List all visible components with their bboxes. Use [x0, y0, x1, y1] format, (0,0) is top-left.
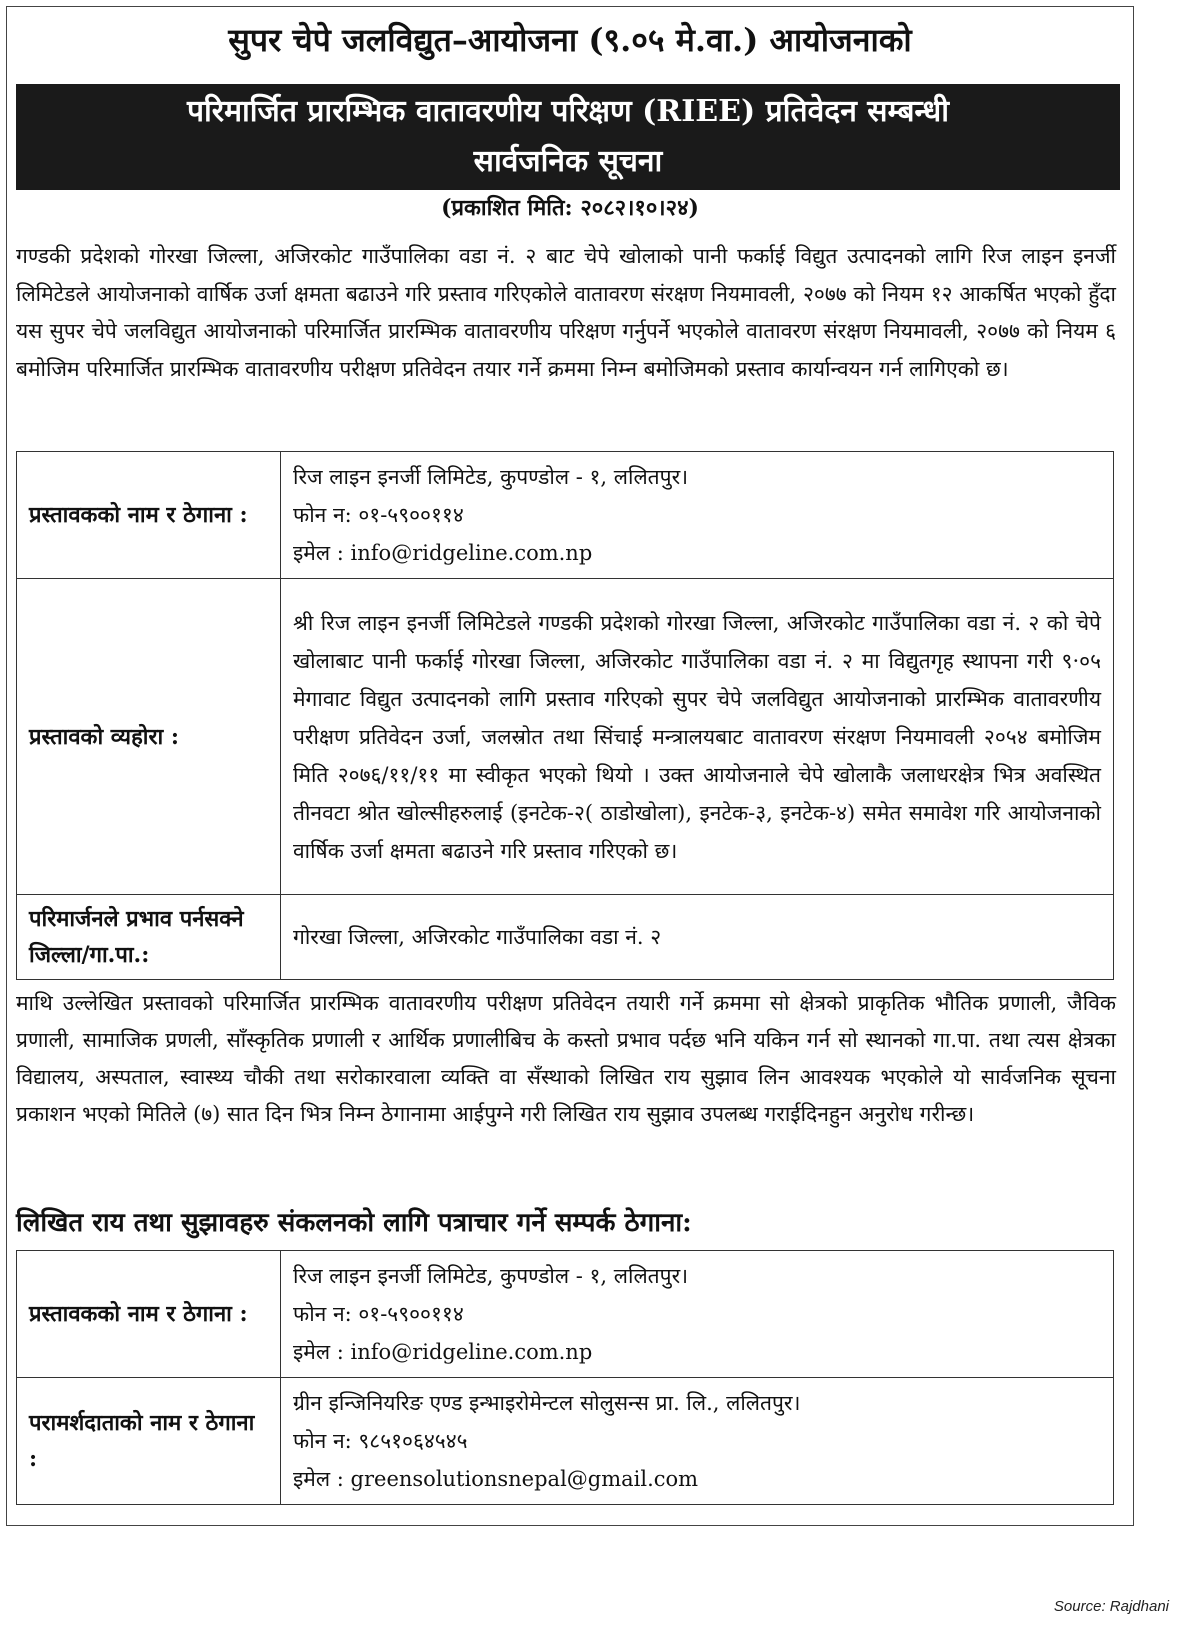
row-label: परामर्शदाताको नाम र ठेगाना :	[17, 1378, 281, 1505]
source-credit: Source: Rajdhani	[1053, 1598, 1169, 1615]
table-row	[17, 895, 1114, 980]
contact-table	[16, 1250, 1114, 1505]
notice-title: सुपर चेपे जलविद्युत–आयोजना (९.०५ मे.वा.) आयोजनाको	[228, 21, 912, 59]
table-row	[17, 452, 1114, 579]
intro-paragraph: गण्डकी प्रदेशको गोरखा जिल्ला, अजिरकोट गाउँपालिका वडा नं. २ बाट चेपे खोलाको पानी फर्काई विद्युत उत्पादनको लागि रिज लाइन इनर्जी लिमिटेडले आयोजनाको वार्षिक उर्जा क्षमता बढाउने गरि प्रस्ताव गरिएकोले वातावरण संरक्षण नियमावली, २०७७ को नियम १२ आकर्षित भएको हुँदा यस सुपर चेपे जलविद्युत आयोजनाको परिमार्जित प्रारम्भिक वातावरणीय परिक्षण गर्नुपर्ने भएकोले वातावरण संरक्षण नियमावली, २०७७ को नियम ६ बमोजिम परिमार्जित प्रारम्भिक वातावरणीय परीक्षण प्रतिवेदन तयार गर्ने क्रममा निम्न बमोजिमको प्रस्ताव कार्यान्वयन गर्न लागिएको छ।	[16, 244, 1116, 381]
table-row	[17, 579, 1114, 895]
published-date: (प्रकाशित मिति: २०८२।१०।२४)	[441, 195, 699, 221]
proponent-email: इमेल : info@ridgeline.com.np	[293, 1340, 593, 1364]
proponent-address: रिज लाइन इनर्जी लिमिटेड, कुपण्डोल - १, ललितपुर।	[293, 1264, 689, 1288]
row-value: गोरखा जिल्ला, अजिरकोट गाउँपालिका वडा नं. २	[281, 895, 1114, 980]
row-value: श्री रिज लाइन इनर्जी लिमिटेडले गण्डकी प्रदेशको गोरखा जिल्ला, अजिरकोट गाउँपालिका वडा नं. २ को चेपे खोलाबाट पानी फर्काई गोरखा जिल्ला, अजिरकोट गाउँपालिका वडा नं. २ मा विद्युतगृह स्थापना गरी ९·०५ मेगावाट विद्युत उत्पादनको लागि प्रस्ताव गरिएको सुपर चेपे जलविद्युत आयोजनाको प्रारम्भिक वातावरणीय परीक्षण प्रतिवेदन उर्जा, जलस्रोत तथा सिंचाई मन्त्रालयबाट वातावरण संरक्षण नियमावली २०५४ बमोजिम मिति २०७६/११/११ मा स्वीकृत भएको थियो । उक्त आयोजनाले चेपे खोलाकै जलाधरक्षेत्र भित्र अवस्थित तीनवटा श्रोत खोल्सीहरुलाई (इनटेक-२( ठाडोखोला), इनटेक-३, इनटेक-४) समेत समावेश गरि आयोजनाको वार्षिक उर्जा क्षमता बढाउने गरि प्रस्ताव गरिएको छ।	[281, 579, 1114, 895]
table-row	[17, 1251, 1114, 1378]
consultant-address: ग्रीन इन्जिनियरिङ एण्ड इन्भाइरोमेन्टल सोलुसन्स प्रा. लि., ललितपुर।	[293, 1391, 801, 1415]
row-label: प्रस्तावको व्यहोरा :	[17, 579, 281, 895]
proponent-phone: फोन न: ०१-५९००११४	[293, 1302, 464, 1326]
row-label: प्रस्तावकको नाम र ठेगाना :	[17, 1251, 281, 1378]
heading-line-1: परिमार्जित प्रारम्भिक वातावरणीय परिक्षण (RIEE) प्रतिवेदन सम्बन्धी	[187, 94, 949, 129]
notice-heading-band	[16, 84, 1120, 190]
consultant-email: इमेल : greensolutionsnepal@gmail.com	[293, 1467, 699, 1491]
proponent-email: इमेल : info@ridgeline.com.np	[293, 541, 593, 565]
table-row	[17, 1378, 1114, 1505]
contact-heading: लिखित राय तथा सुझावहरु संकलनको लागि पत्राचार गर्ने सम्पर्क ठेगाना:	[16, 1208, 692, 1238]
consultant-phone: फोन न: ९८५१०६४५४५	[293, 1429, 468, 1453]
proponent-address: रिज लाइन इनर्जी लिमिटेड, कुपण्डोल - १, ललितपुर।	[293, 465, 689, 489]
proposal-table	[16, 451, 1114, 980]
row-value	[281, 1251, 1114, 1378]
heading-line-2: सार्वजनिक सूचना	[473, 144, 663, 179]
row-value	[281, 452, 1114, 579]
row-label: परिमार्जनले प्रभाव पर्नसक्ने जिल्ला/गा.पा.:	[17, 895, 281, 980]
request-paragraph: माथि उल्लेखित प्रस्तावको परिमार्जित प्रारम्भिक वातावरणीय परीक्षण प्रतिवेदन तयारी गर्ने क्रममा सो क्षेत्रको प्राकृतिक भौतिक प्रणाली, जैविक प्रणाली, सामाजिक प्रणली, साँस्कृतिक प्रणाली र आर्थिक प्रणालीबिच के कस्तो प्रभाव पर्दछ भनि यकिन गर्न सो स्थानको गा.पा. तथा त्यस क्षेत्रका विद्यालय, अस्पताल, स्वास्थ्य चौकी तथा सरोकारवाला व्यक्ति वा सँस्थाको लिखित राय सुझाव लिन आवश्यक भएकोले यो सार्वजनिक सूचना प्रकाशन भएको मितिले (७) सात दिन भित्र निम्न ठेगानामा आईपुग्ने गरी लिखित राय सुझाव उपलब्ध गराईदिनहुन अनुरोध गरीन्छ।	[16, 991, 1116, 1126]
proponent-phone: फोन न: ०१-५९००११४	[293, 503, 464, 527]
row-value	[281, 1378, 1114, 1505]
row-label: प्रस्तावकको नाम र ठेगाना :	[17, 452, 281, 579]
